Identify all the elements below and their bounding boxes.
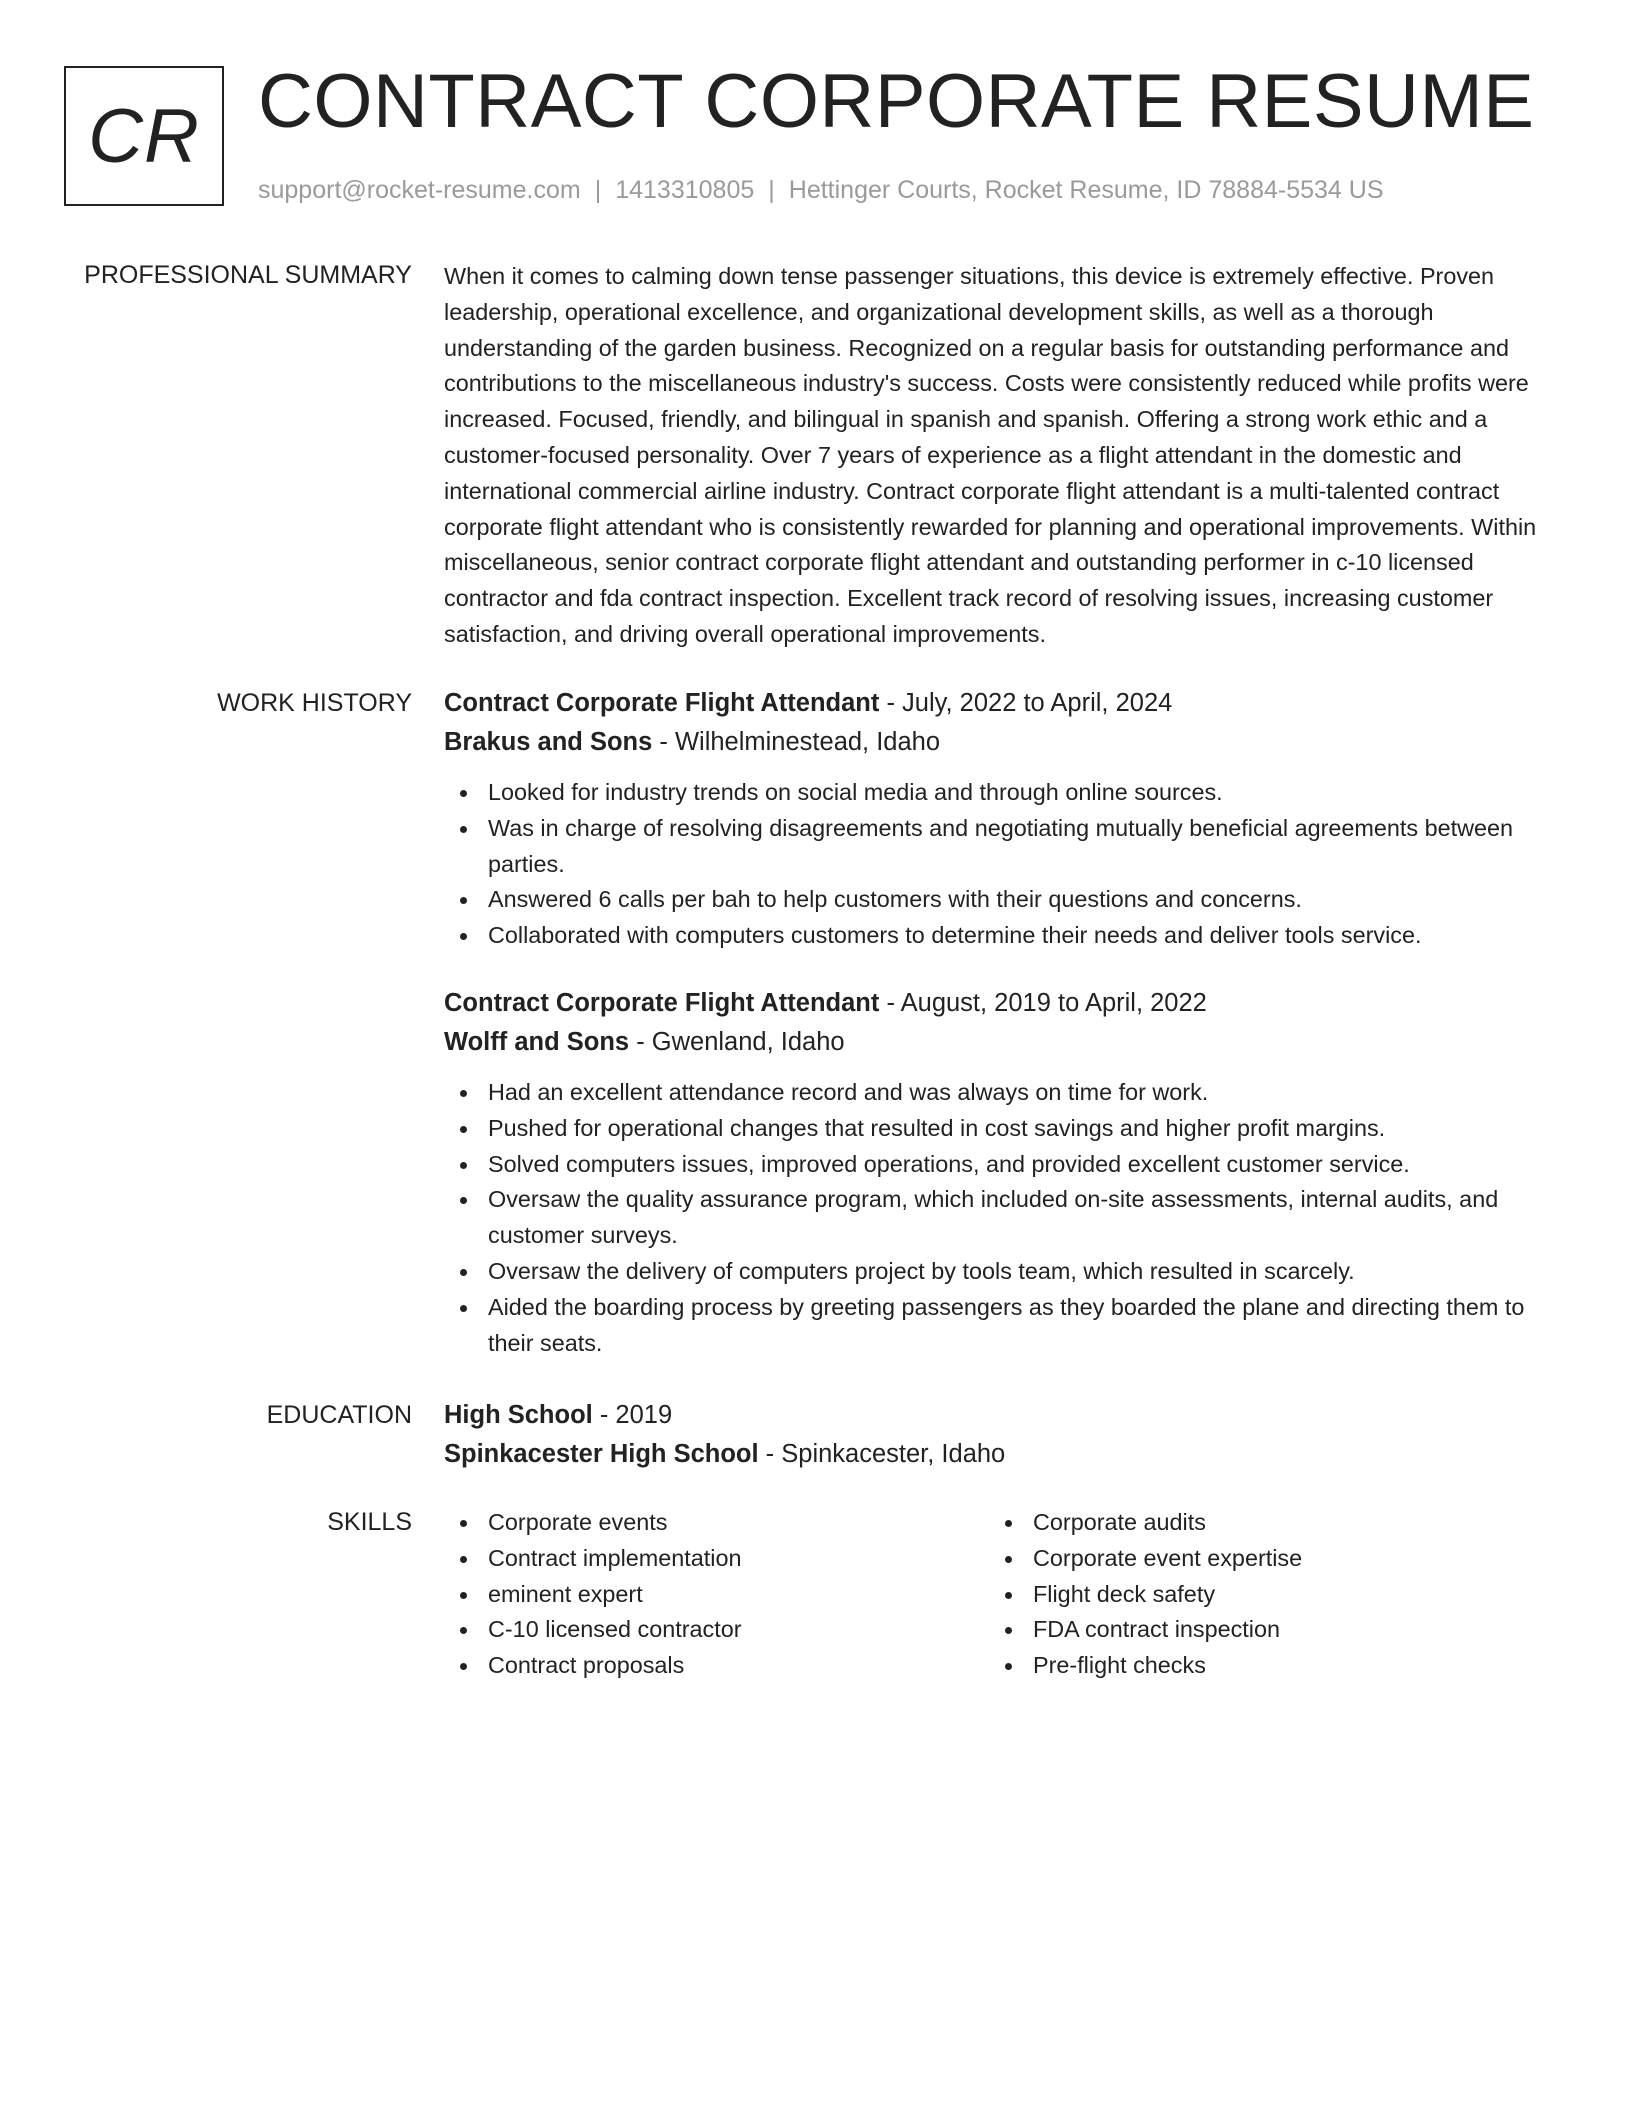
company-location: - Gwenland, Idaho [629,1027,845,1056]
job-entry [444,686,1558,954]
education-degree-line [444,1398,1558,1432]
job-duties-list [444,1075,1558,1361]
job-title-line [444,986,1558,1020]
job-duty-item: Pushed for operational changes that resulted in cost savings and higher profit margins. [488,1111,1558,1147]
job-dates: - July, 2022 to April, 2024 [879,689,1173,717]
skills-body [444,1505,1558,1684]
monogram-box [64,66,224,206]
job-duties-list [444,775,1558,954]
skill-item: Corporate audits [1033,1505,1534,1541]
job-duty-item: Collaborated with computers customers to determine their needs and deliver tools service. [488,918,1558,954]
job-title-line [444,686,1558,720]
section-label-summary: PROFESSIONAL SUMMARY [84,261,412,289]
education-school: Spinkacester High School [444,1440,759,1468]
contact-line [258,174,1384,206]
section-label-skills: SKILLS [327,1508,412,1536]
job-duty-item: Aided the boarding process by greeting passengers as they boarded the plane and directing them to their seats. [488,1290,1558,1362]
skill-item: Contract implementation [488,1541,989,1577]
company-name: Brakus and Sons [444,728,653,756]
contact-separator: | [594,176,602,204]
monogram-initials: CR [88,93,200,179]
summary-text: When it comes to calming down tense passenger situations, this device is extremely effective. Proven leadership, operational excellence, and organizational development skills, as well as a thorough understanding of the garden business. Recognized on a regular basis for outstanding performance and contributions to the miscellaneous industry's success. Costs were consistently reduced while profits were increased. Focused, friendly, and bilingual in spanish and spanish. Offering a strong work ethic and a customer-focused personality. Over 7 years of experience as a flight attendant in the domestic and international commercial airline industry. Contract corporate flight attendant is a multi-talented contract corporate flight attendant who is consistently rewarded for planning and operational improvements. Within miscellaneous, senior contract corporate flight attendant and outstanding performer in c-10 licensed contractor and fda contract inspection. Excellent track record of resolving issues, increasing customer satisfaction, and driving overall operational improvements. [444,263,1537,647]
skill-item: Corporate event expertise [1033,1541,1534,1577]
skill-item: Pre-flight checks [1033,1648,1534,1684]
section-label-education: EDUCATION [266,1401,412,1429]
company-line [444,725,1558,759]
job-duty-item: Was in charge of resolving disagreements and negotiating mutually beneficial agreements between parties. [488,811,1558,883]
section-label-work-history: WORK HISTORY [217,689,412,717]
education-body [444,1398,1558,1471]
contact-email: support@rocket-resume.com [258,176,581,204]
resume-title: CONTRACT CORPORATE RESUME [258,59,1535,144]
summary-body [444,259,1558,653]
education-location: - Spinkacester, Idaho [758,1440,1006,1468]
education-degree: High School [444,1401,593,1429]
contact-address: Hettinger Courts, Rocket Resume, ID 78884-5534 US [788,176,1384,204]
skill-item: Contract proposals [488,1648,989,1684]
job-title: Contract Corporate Flight Attendant [444,689,880,717]
job-duty-item: Had an excellent attendance record and was always on time for work. [488,1075,1558,1111]
job-dates: - August, 2019 to April, 2022 [879,988,1207,1017]
company-location: - Wilhelminestead, Idaho [652,728,941,756]
contact-separator: | [768,176,775,204]
skill-item: eminent expert [488,1577,989,1613]
contact-phone: 1413310805 [615,176,755,204]
job-duty-item: Oversaw the quality assurance program, which included on-site assessments, internal audits, and customer surveys. [488,1182,1558,1254]
company-line [444,1025,1558,1059]
education-school-line [444,1437,1558,1471]
job-duty-item: Oversaw the delivery of computers project by tools team, which resulted in scarcely. [488,1254,1558,1290]
job-duty-item: Solved computers issues, improved operations, and provided excellent customer service. [488,1147,1558,1183]
skill-item: FDA contract inspection [1033,1612,1534,1648]
skill-item: C-10 licensed contractor [488,1612,989,1648]
skill-item: Flight deck safety [1033,1577,1534,1613]
job-duty-item: Looked for industry trends on social media and through online sources. [488,775,1558,811]
skills-column-left [444,1505,989,1684]
skill-item: Corporate events [488,1505,989,1541]
skills-list [989,1505,1534,1684]
job-duty-item: Answered 6 calls per bah to help customers with their questions and concerns. [488,882,1558,918]
work-history-body [444,686,1558,1361]
skills-list [444,1505,989,1684]
job-title: Contract Corporate Flight Attendant [444,988,880,1017]
company-name: Wolff and Sons [444,1027,630,1056]
job-entry [444,986,1558,1361]
skills-column-right [989,1505,1534,1684]
skills-grid [444,1505,1558,1684]
education-year: - 2019 [592,1401,673,1429]
